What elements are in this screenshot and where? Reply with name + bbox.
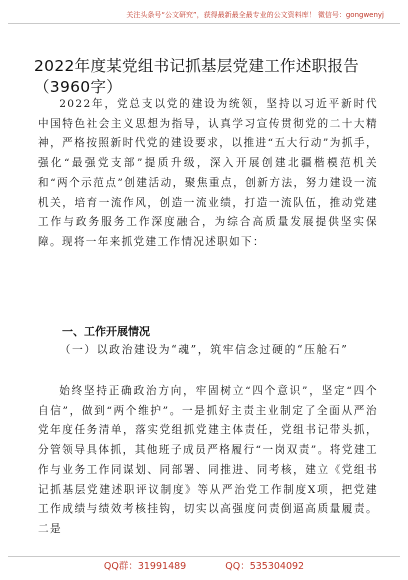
footer-qq-group: QQ群：31991489 (103, 561, 187, 572)
subsection-heading-political: （一）以政治建设为“魂”，筑牢信念过硬的“压舱石” (59, 343, 349, 356)
header-divider (8, 23, 400, 24)
footer-contact (0, 558, 408, 572)
document-title: 2022年度某党组书记抓基层党建工作述职报告（3960字） (34, 57, 360, 96)
header-notice: 关注头条号“公文研究”，获得最新最全最专业的公文资料库！ 微信号：gongwenyj (126, 11, 384, 19)
section-heading-work: 一、工作开展情况 (62, 325, 150, 338)
intro-paragraph: 2022年，党总支以党的建设为统领，坚持以习近平新时代中国特色社会主义思想为指导，认真学习宣传贯彻党的二十大精神，严格按照新时代党的建设要求，以推进“五大行动”为抓手，强化“最强党支部”提质升级，深入开展创建北疆楷模范机关和“两个示范点”创建活动，聚焦重点，创新方法，努力建设一流机关，培育一流作风，创造一流业绩，打造一流队伍，推动党建工作与政务服务工作深度融合，为综合高质量发展提供坚实保障。现将一年来抓党建工作情况述职如下： (38, 98, 378, 248)
body-paragraph: 始终坚持正确政治方向，牢固树立“四个意识”，坚定“四个自信”，做到“两个维护”。一是抓好主责主业制定了全面从严治党年度任务清单，落实党组抓党建主体责任，党组书记带头抓，分管领导具体抓，其他班子成员严格履行“一岗双责”。将党建工作与业务工作同谋划、同部署、同推进、同考核，建立《党组书记抓基层党建述职评议制度》等从严治党工作制度X项，把党建工作成绩与绩效考核挂钩，切实以高强度问责倒逼高质量履责。二是 (38, 385, 378, 535)
footer-divider (8, 556, 400, 557)
footer-qq: QQ：535304092 (225, 561, 305, 572)
